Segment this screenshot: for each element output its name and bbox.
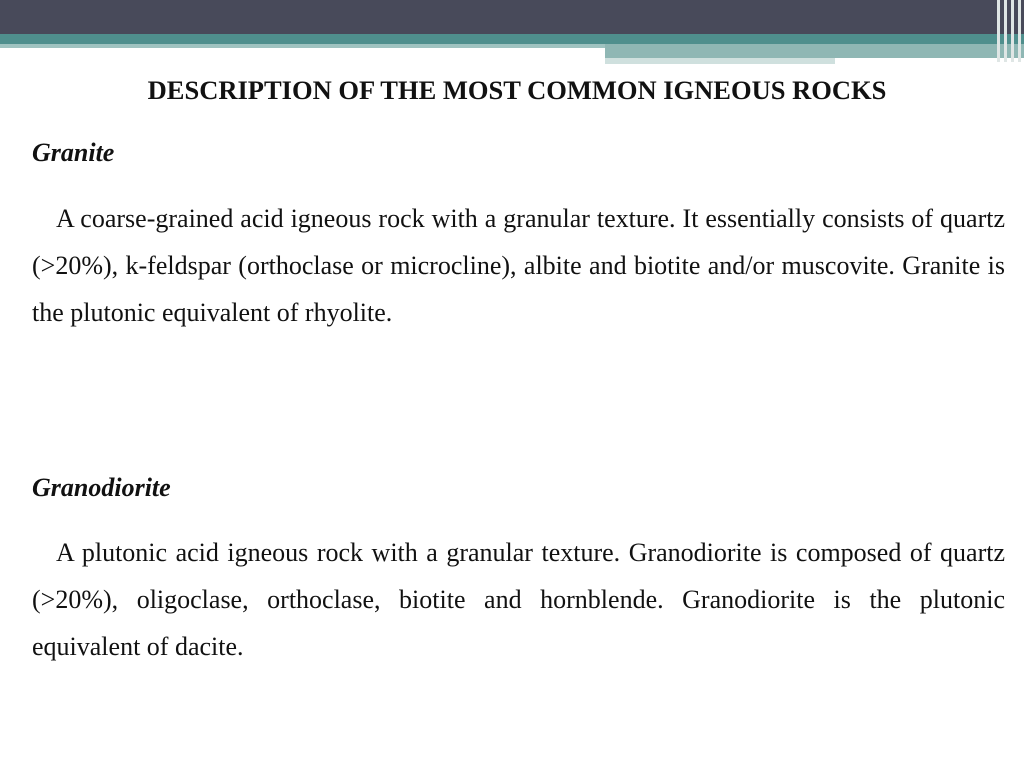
- header-stripe: [997, 0, 1000, 62]
- header-stripe: [1004, 0, 1007, 62]
- header-teal-light-band: [0, 44, 605, 48]
- slide-title: DESCRIPTION OF THE MOST COMMON IGNEOUS ROCKS: [147, 75, 887, 105]
- header-stripe: [1011, 0, 1014, 62]
- header-teal-right-band: [605, 44, 1024, 58]
- section-heading-granite: Granite: [32, 138, 115, 167]
- section-heading-granodiorite: Granodiorite: [32, 473, 171, 502]
- section-body-granite: A coarse-grained acid igneous rock with a granular texture. It essentially consists of quartz (>20%), k-feldspar (orthoclase or microcline), albite and biotite and/or muscovite. Granite is the plutonic equivalent of rhyolite.: [32, 204, 1005, 327]
- header-dark-band: [0, 0, 1024, 34]
- header-stripes: [994, 0, 1024, 62]
- header-step-band: [605, 58, 835, 64]
- section-body-granodiorite: A plutonic acid igneous rock with a granular texture. Granodiorite is composed of quartz (>20%), oligoclase, orthoclase, biotite and hornblende. Granodiorite is the plutonic equivalent of dacite.: [32, 538, 1005, 661]
- header-teal-band: [0, 34, 1024, 44]
- header-stripe: [1018, 0, 1021, 62]
